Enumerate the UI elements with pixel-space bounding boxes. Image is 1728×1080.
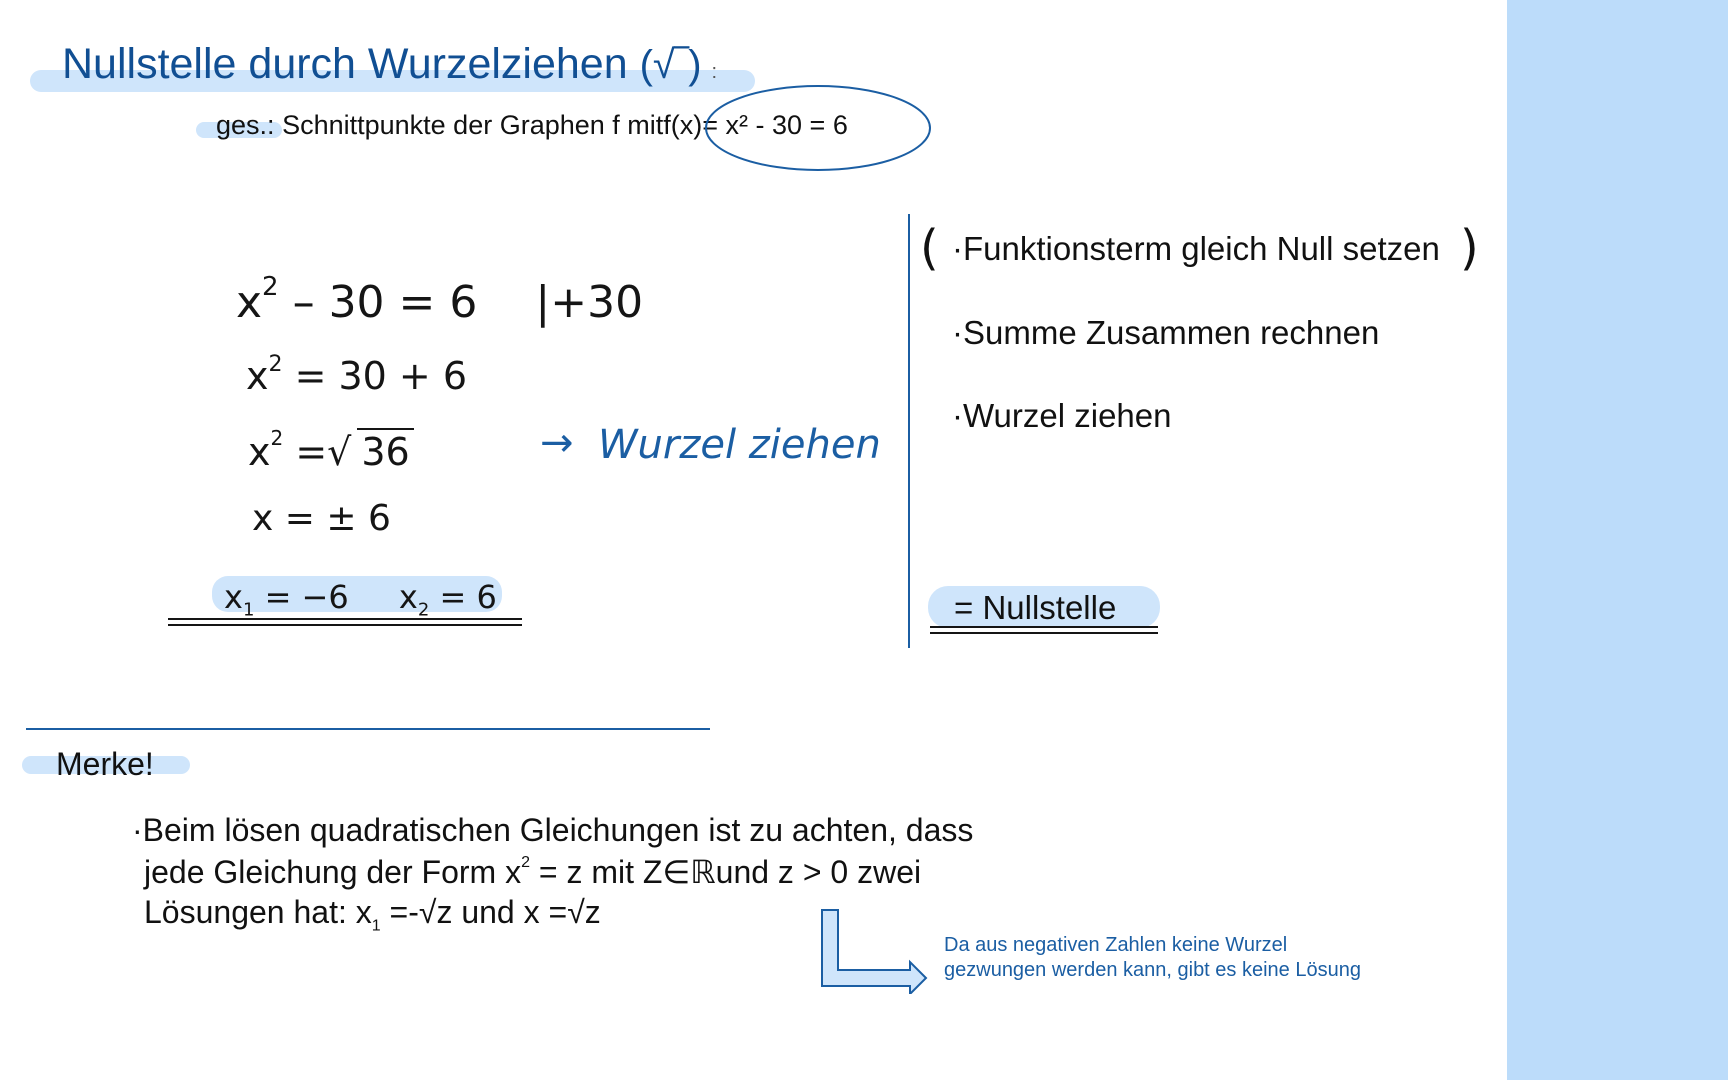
value: = 6 <box>429 578 497 616</box>
work-line-3 <box>248 426 414 474</box>
var-x: x <box>236 277 263 328</box>
step-3: ·Wurzel ziehen <box>952 397 1172 434</box>
value: = −6 <box>254 578 349 616</box>
work-line-5 <box>224 578 497 620</box>
arrow-right-icon: → <box>540 420 574 466</box>
given-text: Schnittpunkte der Graphen f mit <box>282 110 664 140</box>
exponent: 2 <box>268 352 283 377</box>
eq-rest: – 30 = 6 <box>278 277 478 328</box>
work-line-1 <box>236 272 643 328</box>
merke-label: Merke! <box>56 746 154 782</box>
exponent: 2 <box>521 854 530 871</box>
var-x: x <box>398 578 418 616</box>
exponent: 2 <box>270 426 284 450</box>
root-symbol: (√‾) <box>639 43 702 87</box>
merke-line-3 <box>144 894 601 935</box>
root-sign: √ <box>327 430 352 474</box>
exponent: 2 <box>262 272 279 302</box>
var-x: x <box>224 578 243 616</box>
right-panel <box>1507 0 1728 1080</box>
text: Lösungen hat: x <box>144 894 372 930</box>
bent-arrow-icon <box>818 908 928 994</box>
paren-left: ( <box>920 220 939 276</box>
work-line-4: x = ± 6 <box>252 498 391 539</box>
page-title <box>62 40 717 89</box>
text: jede Gleichung der Form x <box>144 854 522 890</box>
text: = z mit Z∈ℝund z > 0 zwei <box>529 854 922 890</box>
text: =-√z und x =√z <box>380 894 601 930</box>
var-x: x <box>248 430 271 474</box>
given-prefix: ges.: <box>216 110 275 140</box>
annotation-text: Wurzel ziehen <box>598 422 881 468</box>
step-2: ·Summe Zusammen rechnen <box>952 314 1380 351</box>
eq-rest: = 30 + 6 <box>282 354 468 398</box>
step-1: ·Funktionsterm gleich Null setzen <box>952 230 1440 267</box>
given-formula: f(x)= x² - 30 = 6 <box>663 110 848 140</box>
double-underline <box>168 618 522 626</box>
result-underline <box>930 626 1158 634</box>
title-colon: : <box>711 61 718 83</box>
horizontal-divider <box>26 728 710 730</box>
var-x: x <box>246 354 269 398</box>
operation: |+30 <box>535 277 644 328</box>
equals: = <box>283 430 328 474</box>
title-text: Nullstelle durch Wurzelziehen <box>62 40 628 88</box>
subscript: 1 <box>371 917 381 935</box>
work-line-2 <box>246 352 467 398</box>
paren-right: ) <box>1460 220 1479 276</box>
merke-line-1: ·Beim lösen quadratischen Gleichungen ist zu achten, dass <box>132 812 974 848</box>
note-text: Da aus negativen Zahlen keine Wurzel gezwungen werden kann, gibt es keine Lösung <box>944 934 1361 981</box>
formula-circle <box>702 82 934 174</box>
subscript: 2 <box>417 599 430 621</box>
vertical-divider <box>908 214 910 648</box>
merke-line-2 <box>144 853 921 891</box>
radicand: 36 <box>357 428 413 474</box>
subscript: 1 <box>242 599 255 621</box>
result-text: = Nullstelle <box>954 589 1117 626</box>
